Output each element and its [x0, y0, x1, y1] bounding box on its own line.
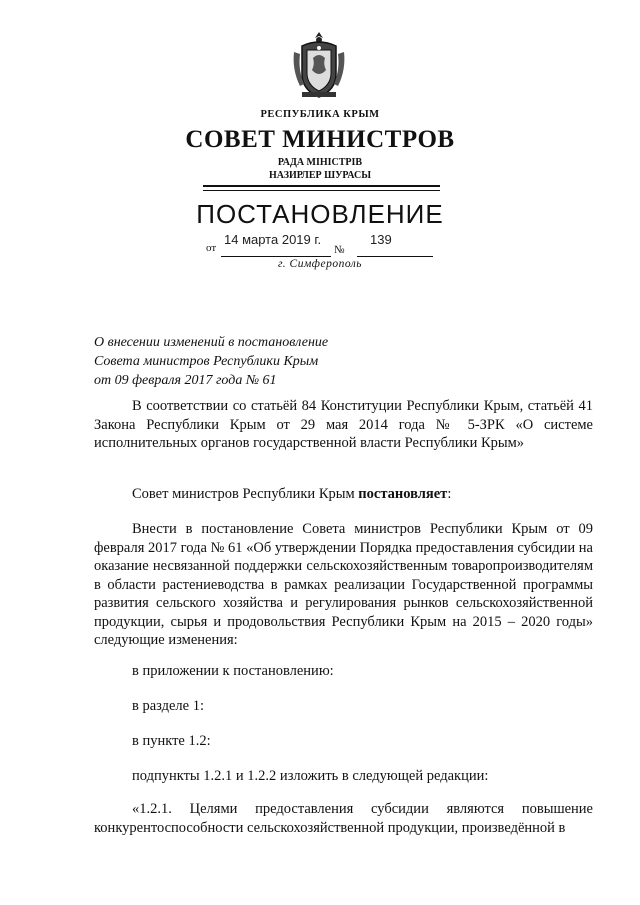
decree-date: 14 марта 2019 г. [224, 232, 322, 247]
amendment-paragraph: Внести в постановление Совета министров Республики Крым от 09 февраля 2017 года № 61 «Об утверждении Порядка предоставления субсидии на оказание несвязанной поддержки сельскохозяйственным товаропроизводителям в области растениеводства в рамках реализации Государственной программы развития сельского хозяйства и регулирования рынков сельскохозяйственной продукции, сырья и продовольствия Республики Крым на 2015 – 2020 годы» следующие изменения: [94, 521, 593, 648]
item-paragraph: в пункте 1.2: [132, 733, 211, 749]
resolution-colon: : [447, 486, 452, 502]
number-underline [357, 256, 433, 257]
republic-label: РЕСПУБЛИКА КРЫМ [260, 109, 380, 120]
number-sign: № [334, 244, 345, 256]
resolution-paragraph [132, 485, 451, 504]
decree-subject [94, 333, 328, 390]
decree-number: 139 [370, 232, 392, 247]
section-paragraph: в разделе 1: [132, 698, 205, 714]
council-title: СОВЕТ МИНИСТРОВ [185, 126, 455, 153]
council-title-ukrainian: РАДА МІНІСТРІВ [277, 157, 363, 168]
subitem-text-paragraph: «1.2.1. Целями предоставления субсидии являются повышение конкурентоспособности сельскохозяйственной продукции, произведённой в [94, 801, 593, 836]
subject-line: Совета министров Республики Крым [94, 354, 319, 369]
date-underline [221, 256, 331, 257]
crimea-coat-of-arms-icon [290, 30, 348, 100]
council-title-crimean-tatar: НАЗИРЛЕР ШУРАСЫ [268, 170, 372, 181]
subject-line: от 09 февраля 2017 года № 61 [94, 373, 277, 388]
decree-title: ПОСТАНОВЛЕНИЕ [196, 199, 444, 229]
preamble-paragraph: В соответствии со статьёй 84 Конституции Республики Крым, статьёй 41 Закона Республики Крым от 29 мая 2014 года № 5-ЗРК «О системе исполнительных органов государственной власти Республики Крым» [94, 398, 593, 451]
header-divider-thin [203, 190, 440, 191]
header-divider-thick [203, 185, 440, 187]
decree-city: г. Симферополь [277, 258, 363, 270]
resolution-text: Совет министров Республики Крым [132, 486, 359, 502]
subject-line: О внесении изменений в постановление [94, 335, 329, 350]
subitems-paragraph: подпункты 1.2.1 и 1.2.2 изложить в следующей редакции: [132, 768, 489, 784]
appendix-paragraph: в приложении к постановлению: [132, 663, 334, 679]
date-prefix: от [206, 242, 217, 254]
resolution-verb: постановляет [358, 486, 448, 502]
